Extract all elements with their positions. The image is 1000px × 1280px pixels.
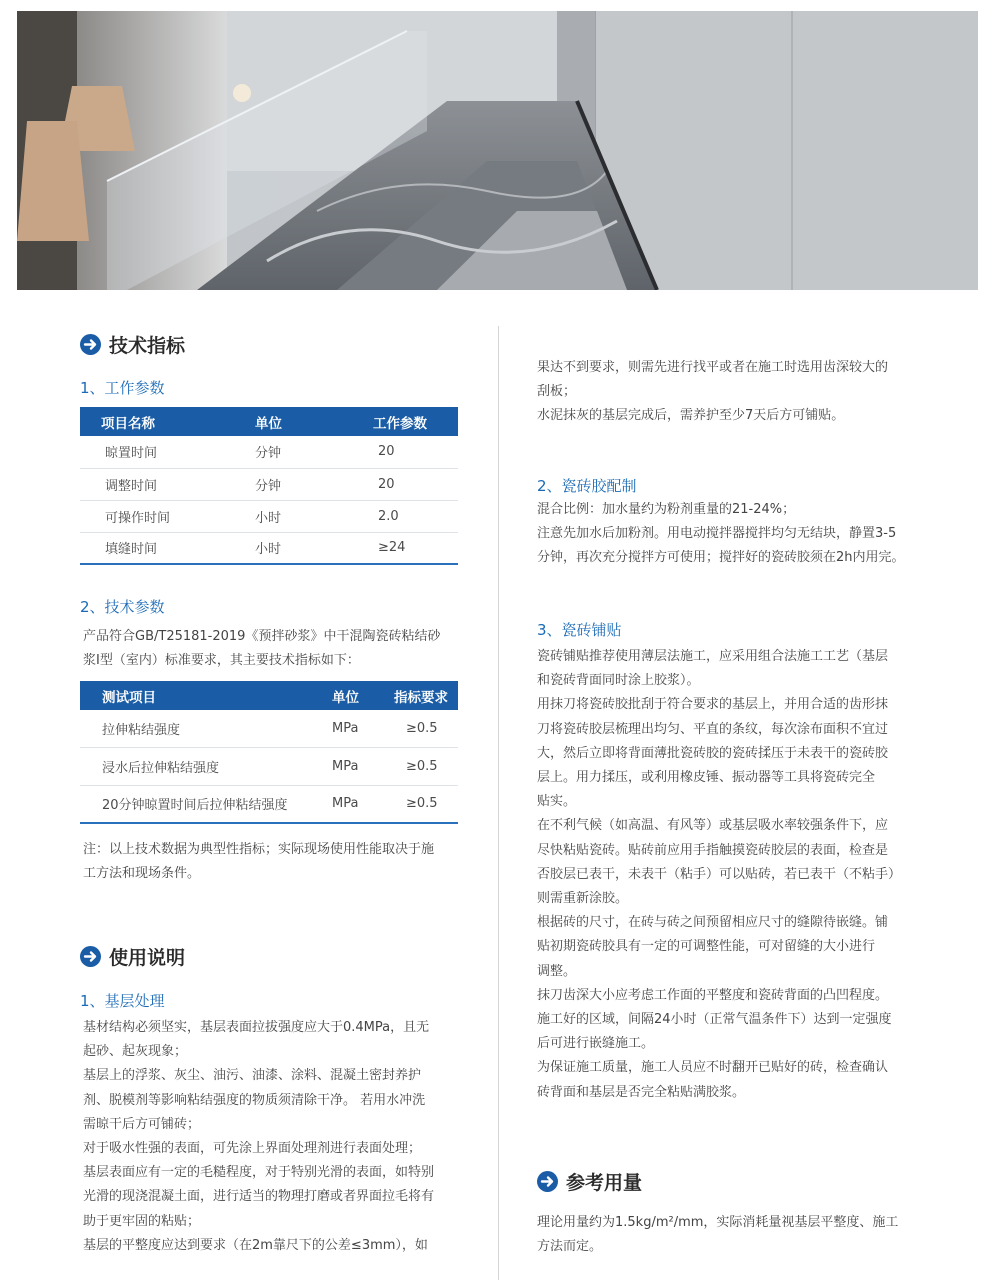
text-line: 对于吸水性强的表面，可先涂上界面处理剂进行表面处理； (83, 1141, 422, 1157)
text-line: 砖背面和基层是否完全粘贴满胶浆。 (537, 1084, 746, 1100)
text-line: 和瓷砖背面同时涂上胶浆）。 (537, 673, 700, 689)
table-cell: 小时 (255, 532, 373, 564)
table-cell: MPa (332, 747, 394, 785)
table-row (80, 785, 458, 823)
hero-image (17, 11, 978, 290)
text-line: 混合比例：加水量约为粉剂重量的21-24%； (537, 502, 796, 517)
text-line: 起砂、起灰现象； (83, 1044, 188, 1060)
tech-section-title (80, 332, 185, 356)
text-line: 分钟，再次充分搅拌方可使用；搅拌好的瓷砖胶须在2h内用完。 (537, 550, 905, 566)
staircase-photo-icon (17, 11, 978, 290)
table-header-cell: 项目名称 (101, 415, 155, 432)
table-cell: 浸水后拉伸粘结强度 (80, 747, 332, 785)
table-cell: 可操作时间 (80, 500, 255, 532)
text-line: 在不利气候（如高温、有风等）或基层吸水率较强条件下，应 (537, 818, 889, 834)
table-header-row (80, 681, 458, 710)
table-row (80, 500, 458, 532)
text-line: 根据砖的尺寸，在砖与砖之间预留相应尺寸的缝隙待嵌缝。铺 (537, 915, 889, 931)
text-line: 需晾干后方可铺砖； (83, 1116, 201, 1132)
text-line: 产品符合GB/T25181-2019《预拌砂浆》中干混陶瓷砖粘结砂 (83, 629, 441, 644)
table-cell: ≥0.5 (394, 747, 458, 785)
text-line: 剂、脱模剂等影响粘结强度的物质须清除干净。 若用水冲洗 (83, 1092, 426, 1108)
table-cell: 20 (373, 436, 458, 468)
text-line: 大，然后立即将背面薄批瓷砖胶的瓷砖揉压于未表干的瓷砖胶 (537, 745, 889, 761)
tiling-text (537, 645, 927, 1105)
tech-intro (83, 625, 461, 673)
usage-section-title (80, 944, 185, 968)
table-header-row (80, 407, 458, 436)
table-row (80, 436, 458, 468)
text-line: 后可进行嵌缝施工。 (537, 1036, 655, 1052)
column-divider (498, 326, 499, 1280)
text-line: 助于更牢固的粘贴； (83, 1213, 201, 1229)
mixing-title: 2、瓷砖胶配制 (537, 477, 637, 495)
text-line: 注：以上技术数据为典型性指标；实际现场使用性能取决于施 (83, 842, 435, 857)
reference-text (537, 1211, 927, 1259)
text-line: 尽快粘贴瓷砖。贴砖前应用手指触摸瓷砖胶层的表面，检查是 (537, 842, 889, 858)
work-params-title: 1、工作参数 (80, 379, 165, 397)
table-row (80, 747, 458, 785)
text-line: 水泥抹灰的基层完成后，需养护至少7天后方可铺贴。 (537, 408, 845, 424)
table-cell: 分钟 (255, 468, 373, 500)
table-header-cell: 测试项目 (102, 689, 156, 706)
text-line: 基材结构必须坚实，基层表面拉拔强度应大于0.4MPa，且无 (83, 1020, 430, 1035)
table-cell: 小时 (255, 500, 373, 532)
table-cell: ≥0.5 (394, 785, 458, 823)
tech-title-text: 技术指标 (109, 334, 186, 357)
text-line: 刮板； (537, 384, 577, 400)
table-row (80, 468, 458, 500)
text-line: 层上。用力揉压，或利用橡皮锤、振动器等工具将瓷砖完全 (537, 770, 876, 786)
text-line: 基层表面应有一定的毛糙程度，对于特别光滑的表面，如特别 (83, 1165, 435, 1181)
text-line: 贴初期瓷砖胶具有一定的可调整性能，可对留缝的大小进行 (537, 939, 876, 955)
test-params-table (80, 681, 458, 824)
text-line: 工方法和现场条件。 (83, 866, 201, 882)
text-line: 果达不到要求，则需先进行找平或者在施工时选用齿深较大的 (537, 360, 889, 375)
table-cell: 调整时间 (80, 468, 255, 500)
table-row (80, 532, 458, 564)
work-params-table (80, 407, 458, 565)
text-line: 用抹刀将瓷砖胶批刮于符合要求的基层上，并用合适的齿形抹 (537, 697, 889, 713)
table-cell: 晾置时间 (80, 436, 255, 468)
arrow-right-icon (80, 946, 101, 967)
base-treatment-continued (537, 356, 927, 429)
text-line: 否胶层已表干，未表干（粘手）可以贴砖，若已表干（不粘手） (537, 866, 902, 882)
table-cell: 20 (373, 468, 458, 500)
base-treatment-title: 1、基层处理 (80, 992, 165, 1010)
base-treatment-text (83, 1016, 468, 1258)
tech-params-title: 2、技术参数 (80, 598, 165, 616)
mixing-text (537, 498, 927, 571)
text-line: 浆Ⅰ型（室内）标准要求，其主要技术指标如下： (83, 653, 360, 669)
table-cell: 20分钟晾置时间后拉伸粘结强度 (80, 785, 332, 823)
tiling-title: 3、瓷砖铺贴 (537, 621, 622, 639)
table-cell: MPa (332, 785, 394, 823)
text-line: 注意先加水后加粉剂。用电动搅拌器搅拌均匀无结块，静置3-5 (537, 526, 897, 542)
table-header-cell: 单位 (332, 689, 359, 706)
table-cell: 分钟 (255, 436, 373, 468)
table-cell: 2.0 (373, 500, 458, 532)
table-cell: ≥0.5 (394, 710, 458, 747)
text-line: 光滑的现浇混凝土面，进行适当的物理打磨或者界面拉毛将有 (83, 1189, 435, 1205)
table-cell: 拉伸粘结强度 (80, 710, 332, 747)
text-line: 刀将瓷砖胶层梳理出均匀、平直的条纹，每次涂布面积不宜过 (537, 721, 889, 737)
arrow-right-icon (80, 334, 101, 355)
table-cell: MPa (332, 710, 394, 747)
text-line: 瓷砖铺贴推荐使用薄层法施工，应采用组合法施工工艺（基层 (537, 649, 889, 664)
text-line: 抹刀齿深大小应考虑工作面的平整度和瓷砖背面的凸凹程度。 (537, 987, 889, 1003)
text-line: 理论用量约为1.5kg/m²/mm，实际消耗量视基层平整度、施工 (537, 1215, 899, 1230)
text-line: 则需重新涂胶。 (537, 891, 629, 907)
arrow-right-icon (537, 1171, 558, 1192)
text-line: 基层上的浮浆、灰尘、油污、油漆、涂料、混凝土密封养护 (83, 1068, 422, 1084)
table-header-cell: 指标要求 (394, 689, 448, 706)
reference-section-title (537, 1169, 642, 1193)
table-header-cell: 工作参数 (373, 415, 427, 432)
table-cell: 填缝时间 (80, 532, 255, 564)
tech-note (83, 838, 463, 886)
usage-title-text: 使用说明 (109, 946, 186, 969)
text-line: 调整。 (537, 963, 577, 979)
text-line: 为保证施工质量，施工人员应不时翻开已贴好的砖，检查确认 (537, 1060, 889, 1076)
table-row (80, 710, 458, 747)
table-header-cell: 单位 (255, 415, 282, 432)
reference-title-text: 参考用量 (566, 1171, 643, 1194)
table-cell: ≥24 (373, 532, 458, 564)
text-line: 施工好的区域，间隔24小时（正常气温条件下）达到一定强度 (537, 1012, 892, 1028)
text-line: 基层的平整度应达到要求（在2m靠尺下的公差≤3mm），如 (83, 1237, 428, 1253)
text-line: 方法而定。 (537, 1239, 603, 1255)
text-line: 贴实。 (537, 794, 577, 810)
